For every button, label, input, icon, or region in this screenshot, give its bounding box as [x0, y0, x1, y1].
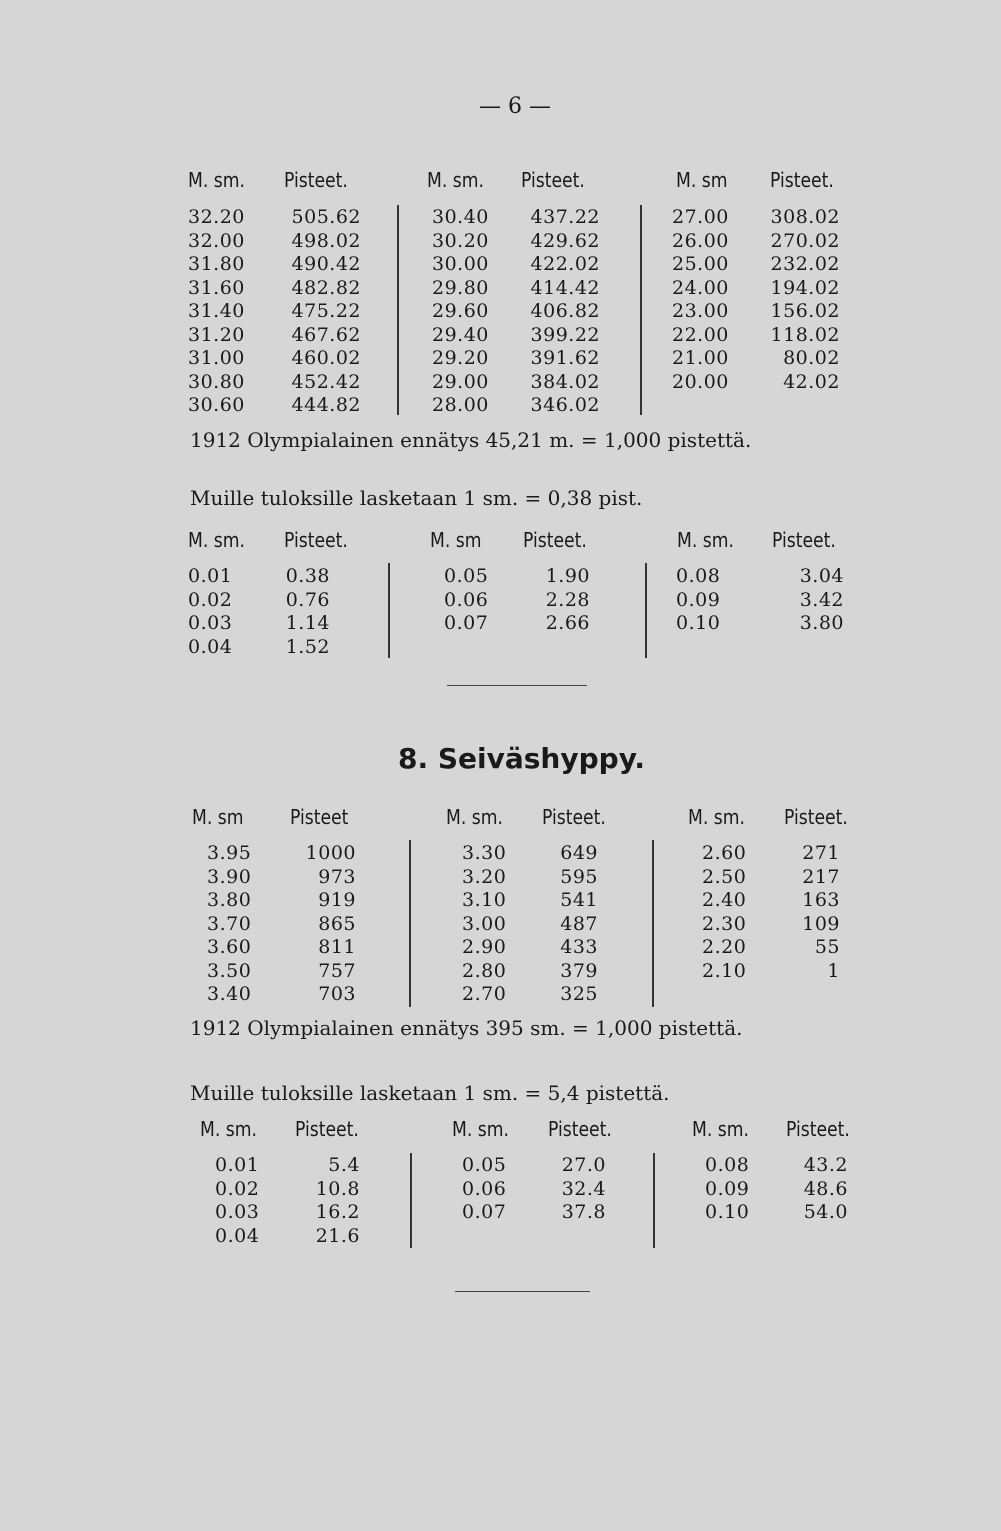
cell-points: 308.02	[770, 206, 840, 228]
cell-points: 0.38	[285, 565, 330, 587]
header-pisteet: Pisteet.	[786, 1117, 850, 1141]
cell-points: 973	[318, 865, 356, 888]
header-ms: M. sm.	[677, 528, 734, 552]
cell-measure: 29.60	[432, 300, 489, 322]
cell-measure: 30.80	[188, 370, 245, 393]
header-ms: M. sm.	[200, 1117, 257, 1141]
cell-points: 649	[560, 842, 598, 864]
cell-points: 156.02	[770, 300, 840, 322]
cell-measure: 2.40	[702, 889, 747, 911]
cell-points: 452.42	[291, 370, 361, 393]
cell-points: 10.8	[315, 1177, 360, 1200]
cell-points: 194.02	[770, 276, 840, 299]
cell-measure: 0.10	[705, 1201, 750, 1223]
cell-measure: 0.07	[444, 612, 489, 634]
cell-points: 444.82	[291, 394, 361, 416]
cell-measure: 28.00	[432, 394, 489, 416]
cell-points: 541	[560, 889, 598, 911]
cell-measure: 0.07	[462, 1201, 507, 1223]
cell-points: 384.02	[530, 370, 600, 393]
cell-measure: 3.30	[462, 842, 507, 864]
cell-measure: 2.20	[702, 936, 747, 958]
cell-points: 43.2	[803, 1154, 848, 1176]
cell-measure: 26.00	[672, 229, 729, 252]
cell-measure: 0.02	[215, 1177, 260, 1200]
header-ms: M. sm.	[692, 1117, 749, 1141]
cell-measure: 0.09	[676, 588, 721, 611]
header-ms: M. sm.	[188, 528, 245, 552]
header-ms: M. sm	[430, 528, 482, 552]
section-4-table	[0, 0, 1001, 10]
header-ms: M. sm	[192, 805, 244, 829]
cell-measure: 31.60	[188, 276, 245, 299]
cell-measure: 3.50	[207, 959, 252, 982]
cell-points: 379	[560, 959, 598, 982]
header-pisteet: Pisteet.	[770, 168, 834, 192]
cell-measure: 29.40	[432, 323, 489, 346]
cell-points: 475.22	[291, 300, 361, 322]
section-1-record: 1912 Olympialainen ennätys 45,21 m. = 1,000 pistettä.	[190, 428, 752, 452]
cell-points: 270.02	[770, 229, 840, 252]
cell-points: 865	[318, 912, 356, 935]
cell-measure: 32.00	[188, 229, 245, 252]
cell-points: 42.02	[783, 370, 840, 393]
cell-points: 467.62	[291, 323, 361, 346]
cell-points: 37.8	[561, 1201, 606, 1223]
cell-points: 487	[560, 912, 598, 935]
cell-points: 414.42	[530, 276, 600, 299]
cell-measure: 0.05	[462, 1154, 507, 1176]
header-pisteet: Pisteet.	[523, 528, 587, 552]
cell-measure: 24.00	[672, 276, 729, 299]
cell-measure: 27.00	[672, 206, 729, 228]
cell-measure: 31.00	[188, 347, 245, 369]
column-divider	[652, 840, 654, 1007]
cell-points: 48.6	[803, 1177, 848, 1200]
cell-points: 271	[802, 842, 840, 864]
cell-points: 482.82	[291, 276, 361, 299]
cell-points: 811	[318, 936, 356, 958]
cell-measure: 0.05	[444, 565, 489, 587]
cell-measure: 3.60	[207, 936, 252, 958]
cell-points: 21.6	[315, 1224, 360, 1247]
cell-measure: 0.04	[215, 1224, 260, 1247]
cell-measure: 29.00	[432, 370, 489, 393]
cell-points: 3.42	[799, 588, 844, 611]
cell-points: 391.62	[530, 347, 600, 369]
header-pisteet: Pisteet.	[772, 528, 836, 552]
cell-points: 703	[318, 983, 356, 1005]
cell-points: 346.02	[530, 394, 600, 416]
cell-measure: 0.01	[188, 565, 233, 587]
cell-points: 757	[318, 959, 356, 982]
cell-points: 1.14	[285, 612, 330, 634]
cell-measure: 3.40	[207, 983, 252, 1005]
cell-points: 490.42	[291, 253, 361, 275]
cell-measure: 29.80	[432, 276, 489, 299]
cell-measure: 21.00	[672, 347, 729, 369]
cell-measure: 3.90	[207, 865, 252, 888]
cell-measure: 3.00	[462, 912, 507, 935]
header-pisteet: Pisteet.	[284, 528, 348, 552]
cell-points: 217	[802, 865, 840, 888]
cell-measure: 0.08	[705, 1154, 750, 1176]
section-4-intro: Muille tuloksille lasketaan 1 sm. = 5,4 pistettä.	[190, 1081, 670, 1105]
header-pisteet: Pisteet.	[284, 168, 348, 192]
cell-measure: 3.10	[462, 889, 507, 911]
column-divider	[653, 1153, 655, 1248]
cell-measure: 30.20	[432, 229, 489, 252]
cell-points: 80.02	[783, 347, 840, 369]
cell-points: 3.04	[799, 565, 844, 587]
cell-points: 1000	[305, 842, 356, 864]
cell-measure: 2.70	[462, 983, 507, 1005]
cell-measure: 31.40	[188, 300, 245, 322]
cell-points: 1.90	[545, 565, 590, 587]
cell-points: 422.02	[530, 253, 600, 275]
cell-measure: 2.50	[702, 865, 747, 888]
cell-measure: 2.90	[462, 936, 507, 958]
cell-measure: 22.00	[672, 323, 729, 346]
cell-points: 163	[802, 889, 840, 911]
column-divider	[397, 205, 399, 415]
cell-measure: 23.00	[672, 300, 729, 322]
cell-measure: 30.40	[432, 206, 489, 228]
cell-points: 595	[560, 865, 598, 888]
cell-points: 399.22	[530, 323, 600, 346]
section-separator	[447, 685, 587, 686]
cell-measure: 30.60	[188, 394, 245, 416]
cell-points: 27.0	[561, 1154, 606, 1176]
header-ms: M. sm.	[688, 805, 745, 829]
cell-points: 437.22	[530, 206, 600, 228]
cell-measure: 2.30	[702, 912, 747, 935]
cell-points: 406.82	[530, 300, 600, 322]
cell-points: 0.76	[285, 588, 330, 611]
cell-measure: 3.70	[207, 912, 252, 935]
cell-measure: 32.20	[188, 206, 245, 228]
header-ms: M. sm	[676, 168, 728, 192]
cell-points: 325	[560, 983, 598, 1005]
cell-measure: 0.02	[188, 588, 233, 611]
column-divider	[645, 563, 647, 658]
column-divider	[640, 205, 642, 415]
cell-measure: 3.80	[207, 889, 252, 911]
cell-measure: 0.03	[215, 1201, 260, 1223]
cell-points: 55	[814, 936, 840, 958]
column-divider	[388, 563, 390, 658]
header-pisteet: Pisteet.	[542, 805, 606, 829]
column-divider	[409, 840, 411, 1007]
bottom-separator	[455, 1291, 590, 1292]
cell-points: 3.80	[799, 612, 844, 634]
header-ms: M. sm.	[188, 168, 245, 192]
cell-measure: 31.20	[188, 323, 245, 346]
cell-measure: 0.09	[705, 1177, 750, 1200]
cell-points: 1.52	[285, 635, 330, 658]
cell-points: 16.2	[315, 1201, 360, 1223]
cell-points: 429.62	[530, 229, 600, 252]
header-ms: M. sm.	[452, 1117, 509, 1141]
cell-points: 54.0	[803, 1201, 848, 1223]
header-pisteet: Pisteet.	[295, 1117, 359, 1141]
header-pisteet: Pisteet.	[784, 805, 848, 829]
cell-measure: 0.10	[676, 612, 721, 634]
cell-measure: 25.00	[672, 253, 729, 275]
cell-points: 460.02	[291, 347, 361, 369]
cell-points: 433	[560, 936, 598, 958]
cell-measure: 0.08	[676, 565, 721, 587]
cell-measure: 0.06	[462, 1177, 507, 1200]
cell-points: 2.66	[545, 612, 590, 634]
cell-measure: 20.00	[672, 370, 729, 393]
cell-points: 505.62	[291, 206, 361, 228]
cell-measure: 31.80	[188, 253, 245, 275]
cell-measure: 2.60	[702, 842, 747, 864]
cell-measure: 0.01	[215, 1154, 260, 1176]
cell-points: 919	[318, 889, 356, 911]
cell-points: 498.02	[291, 229, 361, 252]
cell-measure: 30.00	[432, 253, 489, 275]
section-2-intro: Muille tuloksille lasketaan 1 sm. = 0,38 pist.	[190, 486, 643, 510]
page-number: — 6 —	[479, 94, 551, 119]
header-ms: M. sm.	[427, 168, 484, 192]
cell-points: 118.02	[770, 323, 840, 346]
cell-measure: 0.04	[188, 635, 233, 658]
cell-measure: 2.10	[702, 959, 747, 982]
header-pisteet: Pisteet.	[521, 168, 585, 192]
cell-points: 109	[802, 912, 840, 935]
header-pisteet: Pisteet.	[548, 1117, 612, 1141]
cell-measure: 29.20	[432, 347, 489, 369]
header-ms: M. sm.	[446, 805, 503, 829]
cell-points: 32.4	[561, 1177, 606, 1200]
cell-points: 5.4	[328, 1154, 360, 1176]
cell-points: 232.02	[770, 253, 840, 275]
section-3-heading: 8. Seiväshyppy.	[398, 742, 646, 775]
header-pisteet: Pisteet	[290, 805, 349, 829]
cell-measure: 0.06	[444, 588, 489, 611]
cell-points: 1	[827, 959, 840, 982]
cell-measure: 3.20	[462, 865, 507, 888]
column-divider	[410, 1153, 412, 1248]
cell-points: 2.28	[545, 588, 590, 611]
section-3-record: 1912 Olympialainen ennätys 395 sm. = 1,000 pistettä.	[190, 1016, 743, 1040]
cell-measure: 0.03	[188, 612, 233, 634]
cell-measure: 2.80	[462, 959, 507, 982]
cell-measure: 3.95	[207, 842, 252, 864]
